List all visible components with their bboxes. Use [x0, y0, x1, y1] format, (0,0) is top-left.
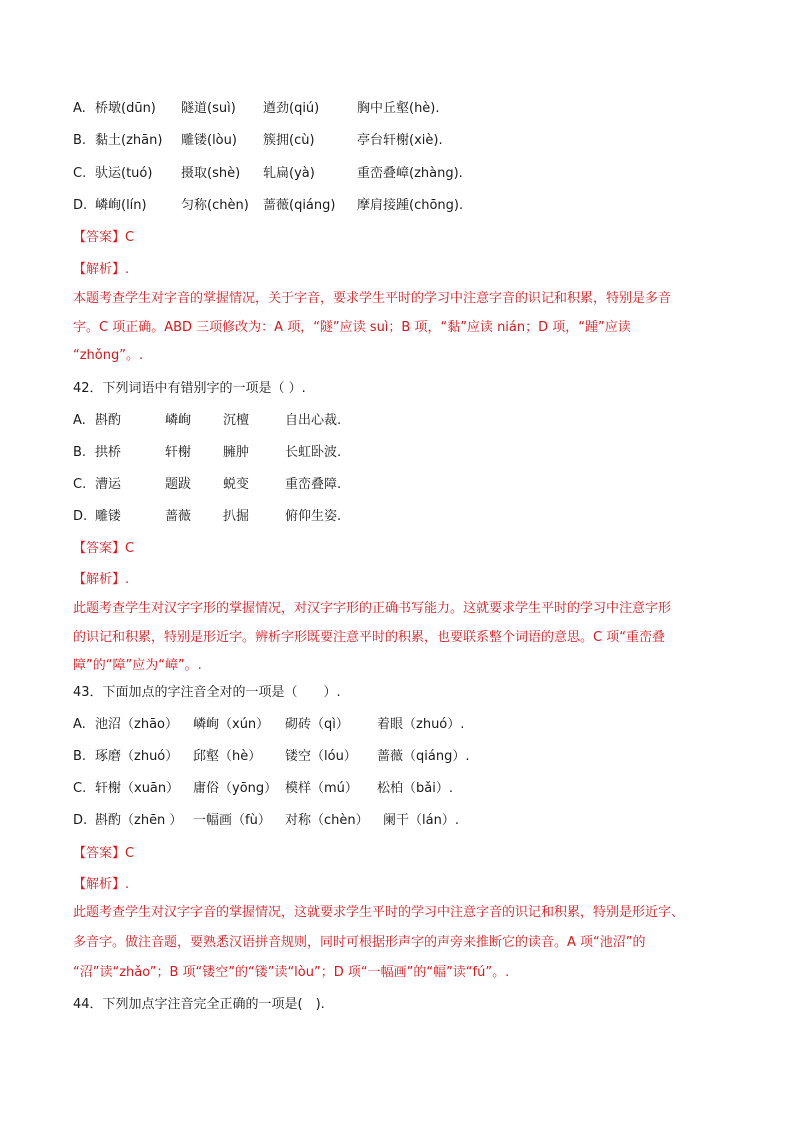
option-item: 一幅画（fù） [193, 813, 271, 828]
option-item: 庸俗（yōng） [193, 781, 278, 796]
option-item: 臃肿 [223, 445, 250, 460]
analysis-line: 的识记和积累，特别是形近字。辨析字形既要注意平时的积累，也要联系整个词语的意思。C 项“重峦叠 [73, 630, 665, 645]
option-item: 漕运 [95, 477, 122, 492]
option-item: 簇拥(cù) [263, 133, 315, 148]
analysis-line: 此题考查学生对汉字字音的掌握情况，这就要求学生平时的学习中注意字音的识记和积累，特别是形近字、 [73, 905, 685, 920]
option-item: 轩榭 [165, 445, 192, 460]
option-item: 重峦叠嶂(zhàng). [357, 166, 463, 181]
option-item: 琢磨（zhuó） [95, 749, 179, 764]
analysis-line: 本题考查学生对字音的掌握情况，关于字音，要求学生平时的学习中注意字音的识记和积累，特别是多音 [73, 291, 672, 306]
option-item: 邱壑（hè） [193, 749, 262, 764]
analysis-line: 字。C 项正确。ABD 三项修改为：A 项，“隧”应读 suì；B 项，“黏”应读 nián；D 项，“踵”应读 [73, 320, 631, 335]
option-item: 蜕变 [223, 477, 250, 492]
option-letter: B. [73, 749, 87, 764]
q41-analysis [73, 290, 729, 370]
option-item: 嶙峋(lín) [95, 198, 147, 213]
option-item: 对称（chèn） [285, 813, 369, 828]
option-letter: D. [73, 198, 88, 213]
analysis-line: 多音字。做注音题，要熟悉汉语拼音规则，同时可根据形声字的声旁来推断它的读音。A 项“池沼”的 [73, 935, 646, 950]
option-letter: A. [73, 413, 86, 428]
option-item: 扒掘 [223, 509, 250, 524]
option-letter: C. [73, 477, 87, 492]
q43-stem: 43．下面加点的字注音全对的一项是（ ）. [73, 685, 341, 700]
option-letter: C. [73, 781, 87, 796]
q42-answer [73, 540, 134, 558]
option-item: 题跋 [165, 477, 192, 492]
option-item: 阑干（lán）. [383, 813, 459, 828]
option-item: 镂空（lóu） [285, 749, 357, 764]
analysis-line: 障”的“障”应为“嶂”。. [73, 658, 202, 673]
option-item: 嶙峋（xún） [193, 717, 270, 732]
option-item: 长虹卧波. [285, 445, 342, 460]
option-letter: A. [73, 717, 86, 732]
answer-value: C [125, 846, 135, 861]
answer-label: 【答案】 [73, 541, 126, 556]
option-item: 嶙峋 [165, 413, 192, 428]
option-item: 雕镂 [95, 509, 122, 524]
q41-analysis-label: 【解析】. [73, 262, 130, 277]
option-item: 隧道(suì) [181, 101, 236, 116]
q43-analysis-label: 【解析】. [73, 877, 130, 892]
option-item: 蔷薇（qiáng）. [377, 749, 470, 764]
q42-analysis-label: 【解析】. [73, 572, 130, 587]
option-item: 重峦叠障. [285, 477, 342, 492]
option-letter: A. [73, 101, 86, 116]
q43-analysis [73, 904, 729, 988]
option-item: 着眼（zhuó）. [377, 717, 465, 732]
option-item: 遒劲(qiú) [263, 101, 320, 116]
option-item: 轧扁(yà) [263, 166, 315, 181]
answer-label: 【答案】 [73, 230, 126, 245]
option-item: 斟酌 [95, 413, 122, 428]
q42-analysis [73, 600, 729, 680]
option-item: 俯仰生姿. [285, 509, 342, 524]
q44-stem: 44．下列加点字注音完全正确的一项是( ). [73, 997, 325, 1012]
option-item: 沉檀 [223, 413, 250, 428]
option-item: 摄取(shè) [181, 166, 241, 181]
option-letter: B. [73, 445, 87, 460]
option-item: 轩榭（xuān） [95, 781, 180, 796]
analysis-line: “zhǒng”。. [73, 348, 144, 363]
option-item: 拱桥 [95, 445, 122, 460]
answer-value: C [125, 541, 135, 556]
q42-stem: 42．下列词语中有错别字的一项是（ ）. [73, 381, 306, 396]
option-item: 模样（mú） [285, 781, 358, 796]
option-item: 胸中丘壑(hè). [357, 101, 440, 116]
option-letter: B. [73, 133, 87, 148]
answer-value: C [125, 230, 135, 245]
option-item: 蔷薇 [165, 509, 192, 524]
option-item: 桥墩(dūn) [95, 101, 156, 116]
analysis-line: 此题考查学生对汉字字形的掌握情况，对汉字字形的正确书写能力。这就要求学生平时的学习中注意字形 [73, 601, 672, 616]
q41-answer [73, 229, 134, 247]
option-letter: C. [73, 166, 87, 181]
option-item: 自出心裁. [285, 413, 342, 428]
q43-answer [73, 845, 134, 863]
answer-label: 【答案】 [73, 846, 126, 861]
option-item: 亭台轩榭(xiè). [357, 133, 443, 148]
option-item: 松柏（bǎi）. [377, 781, 453, 796]
option-item: 蔷薇(qiáng) [263, 198, 336, 213]
option-letter: D. [73, 813, 88, 828]
option-letter: D. [73, 509, 88, 524]
option-item: 池沼（zhāo） [95, 717, 178, 732]
option-item: 雕镂(lòu) [181, 133, 237, 148]
analysis-line: “沼”读“zhǎo”；B 项“镂空”的“镂”读“lòu”；D 项“一幅画”的“幅”读“fú”。. [73, 965, 510, 980]
option-item: 斟酌（zhēn ） [95, 813, 183, 828]
option-item: 驮运(tuó) [95, 166, 153, 181]
option-item: 匀称(chèn) [181, 198, 249, 213]
option-item: 砌砖（qì） [285, 717, 349, 732]
option-item: 摩肩接踵(chōng). [357, 198, 464, 213]
option-item: 黏土(zhān) [95, 133, 163, 148]
